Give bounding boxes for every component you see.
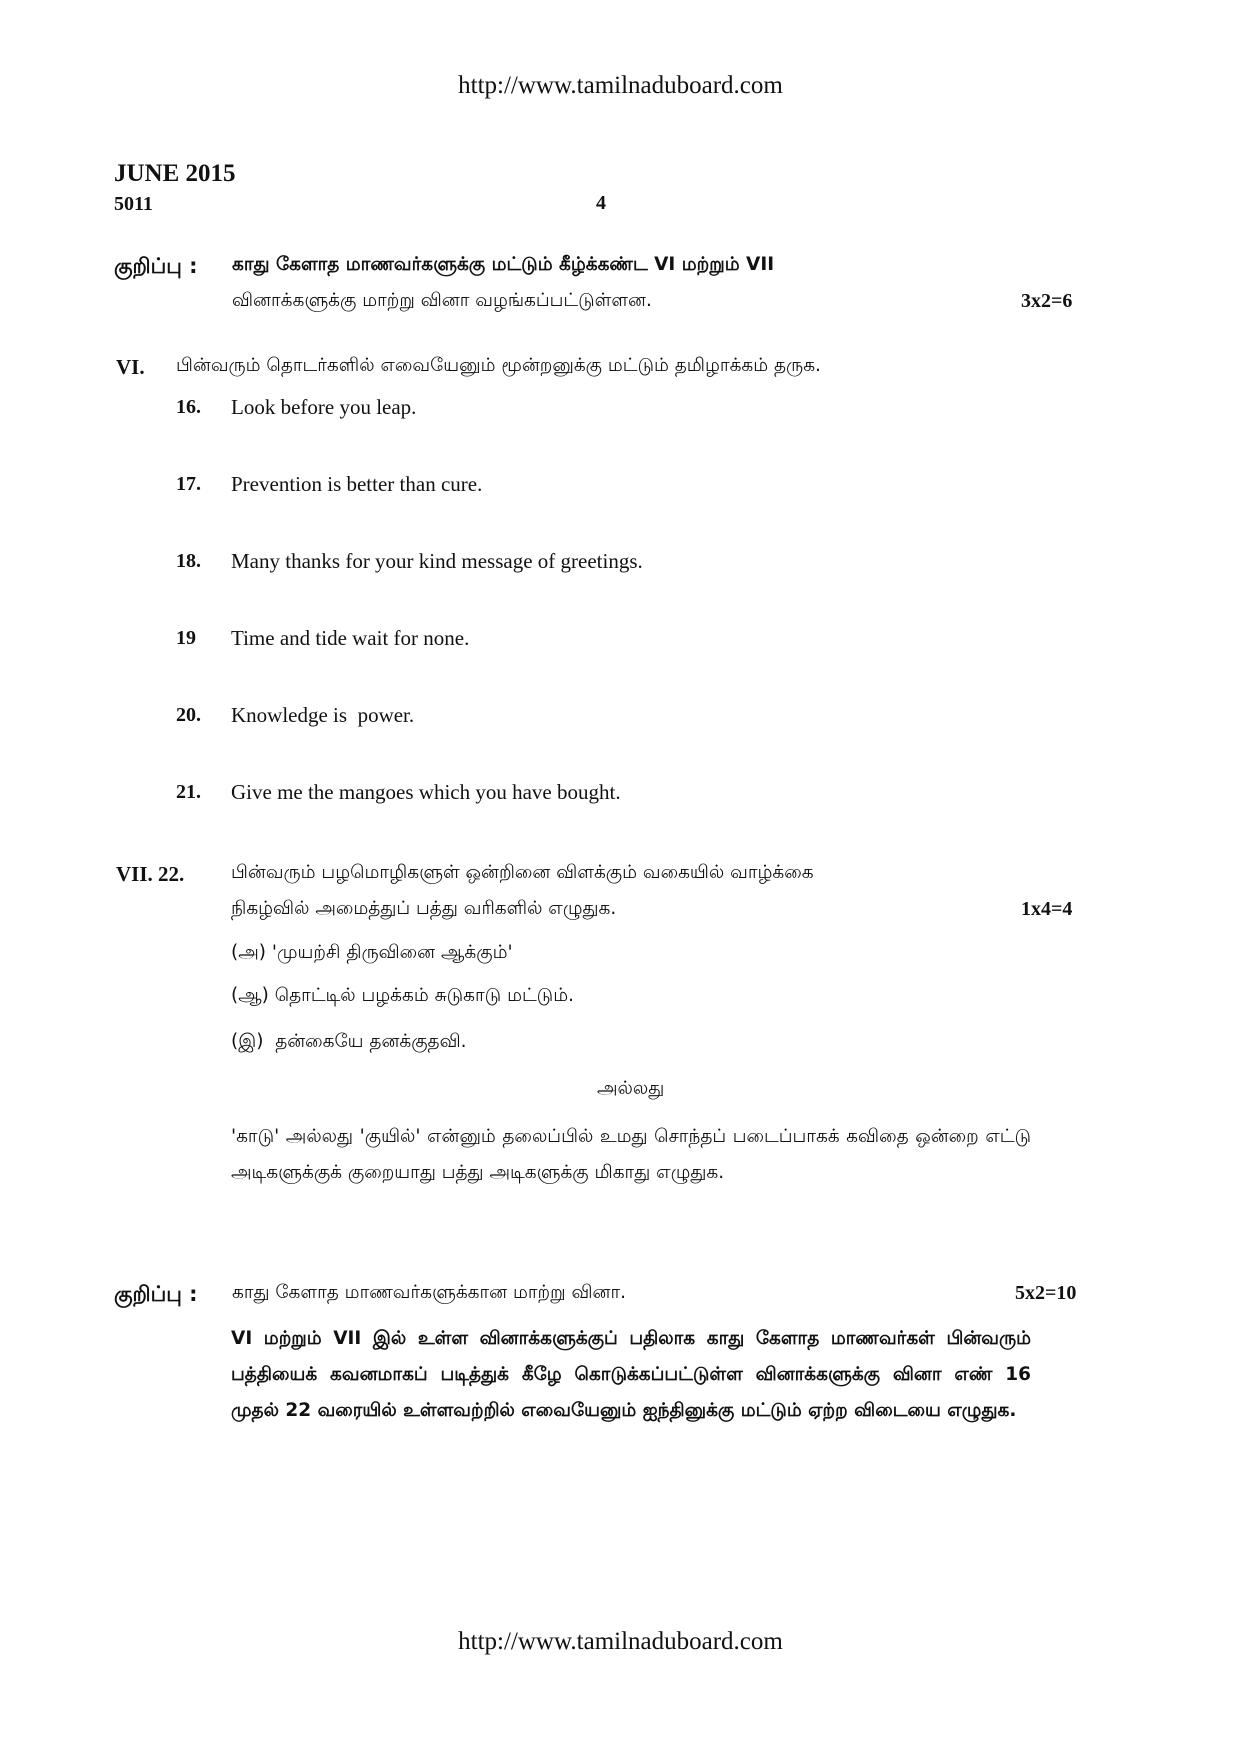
q20-number: 20. <box>176 704 201 726</box>
note1-label: குறிப்பு : <box>114 254 198 278</box>
q19-number: 19 <box>176 627 196 649</box>
section6-label: VI. <box>116 355 145 379</box>
section7-marks: 1x4=4 <box>1021 898 1073 920</box>
note1-line1: காது கேளாத மாணவர்களுக்கு மட்டும் கீழ்க்கண்ட VI மற்றும் VII <box>232 254 775 275</box>
note2-paragraph: VI மற்றும் VII இல் உள்ள வினாக்களுக்குப் பதிலாக காது கேளாத மாணவர்கள் பின்வரும் பத்தியைக் கவனமாகப் படித்துக் கீழே கொடுக்கப்பட்டுள்ள வினாக்களுக்கு வினா எண் 16 முதல் 22 வரையில் உள்ளவற்றில் எவையேனும் ஐந்தினுக்கு மட்டும் ஏற்ற விடையை எழுதுக. <box>231 1328 1031 1421</box>
alternative-question: 'காடு' அல்லது 'குயில்' என்னும் தலைப்பில் உமது சொந்தப் படைப்பாகக் கவிதை ஒன்றை எட்டு அடிகளுக்குக் குறையாது பத்து அடிகளுக்கு மிகாது எழுதுக. <box>231 1126 1031 1183</box>
section7-line1: பின்வரும் பழமொழிகளுள் ஒன்றினை விளக்கும் வகையில் வாழ்க்கை <box>231 862 814 883</box>
or-label: அல்லது <box>597 1078 665 1099</box>
page-number: 4 <box>596 192 606 214</box>
q21-number: 21. <box>176 781 201 803</box>
note2-line1: காது கேளாத மாணவர்களுக்கான மாற்று வினா. <box>232 1282 627 1303</box>
proverb-a: (அ) 'முயற்சி திருவினை ஆக்கும்' <box>231 942 513 963</box>
q16-number: 16. <box>176 396 201 418</box>
q21-text: Give me the mangoes which you have bought. <box>231 780 621 804</box>
note2-label: குறிப்பு : <box>114 1282 198 1306</box>
paper-code: 5011 <box>114 193 153 215</box>
q18-number: 18. <box>176 550 201 572</box>
section7-line2: நிகழ்வில் அமைத்துப் பத்து வரிகளில் எழுதுக. <box>231 898 617 919</box>
q17-text: Prevention is better than cure. <box>231 472 483 496</box>
q16-text: Look before you leap. <box>231 395 417 419</box>
q19-text: Time and tide wait for none. <box>231 626 470 650</box>
q18-text: Many thanks for your kind message of greetings. <box>231 549 643 573</box>
proverb-aa: (ஆ) தொட்டில் பழக்கம் சுடுகாடு மட்டும். <box>231 985 574 1006</box>
section7-label: VII. 22. <box>116 862 185 886</box>
exam-month-year: JUNE 2015 <box>114 160 236 187</box>
note2-marks: 5x2=10 <box>1015 1282 1077 1304</box>
note1-line2: வினாக்களுக்கு மாற்று வினா வழங்கப்பட்டுள்ளன. <box>232 290 652 311</box>
section6-instruction: பின்வரும் தொடர்களில் எவையேனும் மூன்றனுக்கு மட்டும் தமிழாக்கம் தருக. <box>176 355 821 376</box>
top-url: http://www.tamilnaduboard.com <box>458 72 783 99</box>
note1-marks: 3x2=6 <box>1021 290 1073 312</box>
q20-text: Knowledge is power. <box>231 703 415 727</box>
bottom-url: http://www.tamilnaduboard.com <box>458 1628 783 1655</box>
q17-number: 17. <box>176 473 201 495</box>
proverb-i: (இ) தன்கையே தனக்குதவி. <box>231 1031 467 1052</box>
